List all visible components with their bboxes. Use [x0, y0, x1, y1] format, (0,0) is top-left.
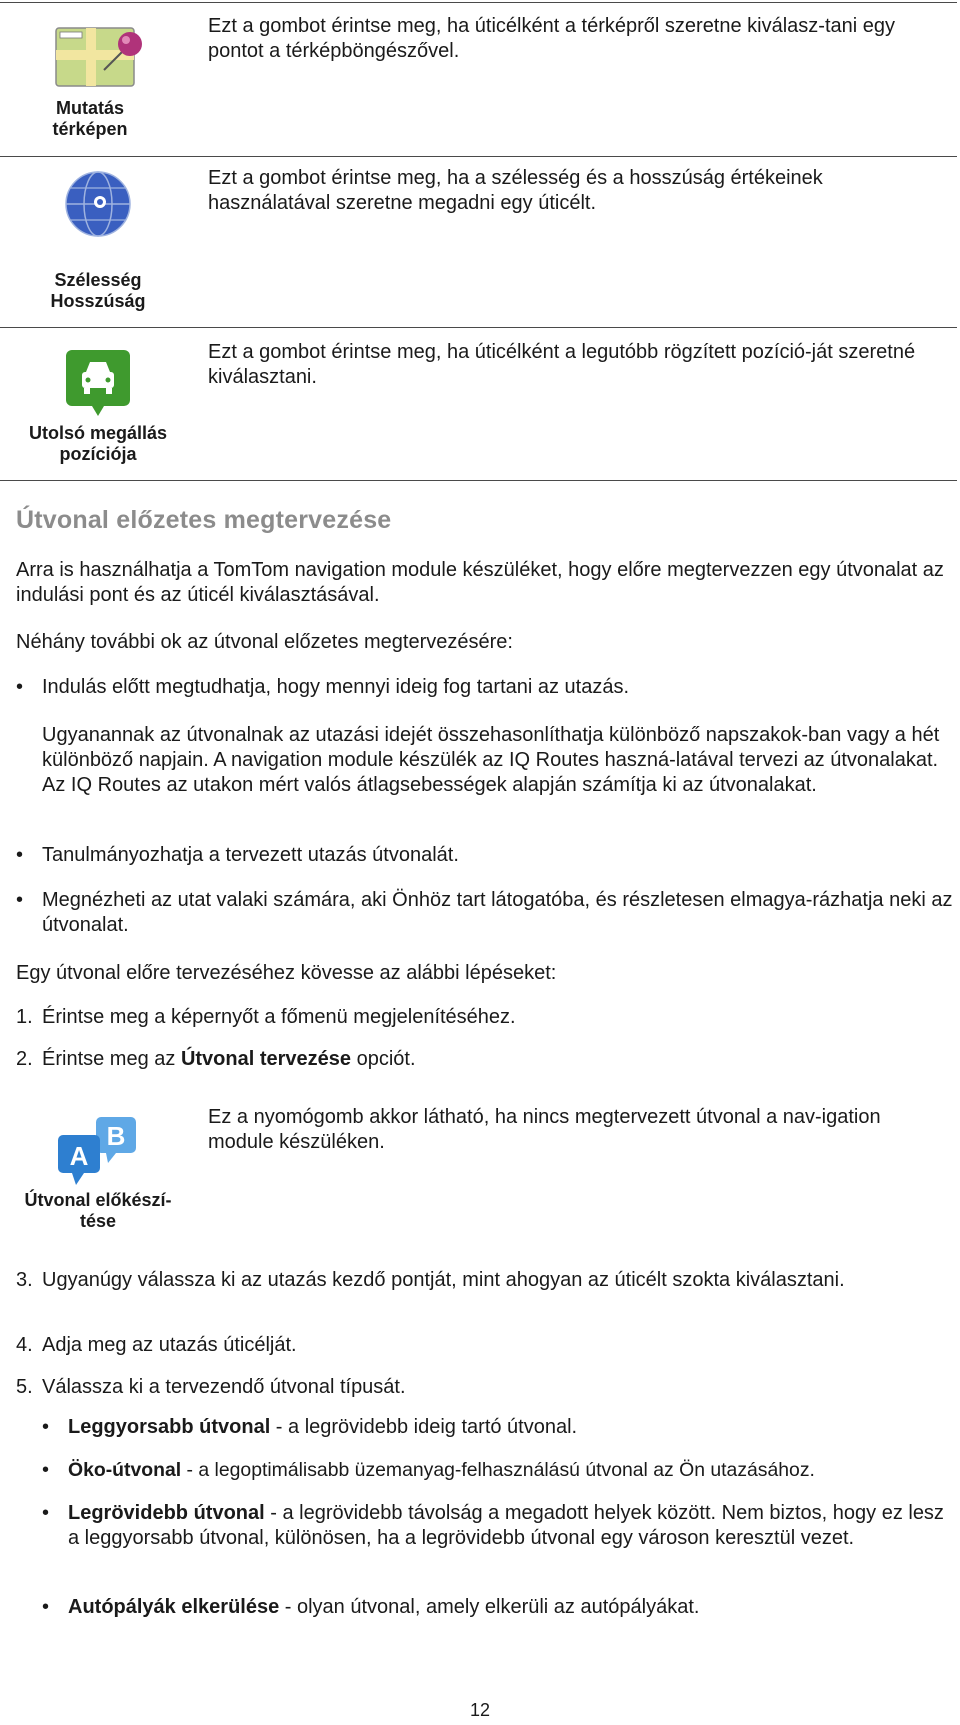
list-item: [16, 723, 956, 798]
route-type-text: [68, 1415, 957, 1440]
list-item: [16, 843, 946, 868]
route-type-item: [42, 1415, 957, 1440]
list-item: [16, 675, 946, 700]
route-type-item: [42, 1595, 957, 1620]
feature-description: Ezt a gombot érintse meg, ha a szélesség és a hosszúság értékeinek használatával szeretne megadni egy úticélt.: [208, 167, 823, 214]
map-pin-icon: [52, 22, 147, 92]
divider: [0, 2, 957, 3]
intro-paragraph: Arra is használhatja a TomTom navigation module készüléket, hogy előre megtervezzen egy útvonalat az indulási pont és az úticél kiválasztásával.: [16, 559, 944, 606]
route-type-desc: - a legrövidebb távolság a megadott helyek között. Nem biztos, hogy ez lesz a leggyorsabb útvonal, különösen, ha a legrövidebb útvonal egy városon keresztül vezet.: [68, 1502, 944, 1549]
globe-icon: [62, 168, 134, 240]
feature-label-last-stop: [8, 423, 188, 465]
route-type-name: Autópályák elkerülése: [68, 1596, 280, 1618]
page-number: 12: [469, 1700, 491, 1720]
step-item: [16, 1005, 956, 1030]
label-line: Mutatás: [55, 98, 124, 118]
bullet-dot: •: [42, 1596, 50, 1618]
step-item: [16, 1333, 956, 1358]
ab-route-icon: [56, 1115, 146, 1187]
feature-description: Ezt a gombot érintse meg, ha úticélként a legutóbb rögzített pozíció-ját szeretné kiválasztani.: [208, 341, 916, 388]
step-number: 1.: [16, 1006, 33, 1028]
step-text: Érintse meg a képernyőt a főmenü megjelenítéséhez.: [42, 1006, 516, 1028]
svg-text:B: B: [106, 1121, 126, 1151]
label-line: térképen: [52, 119, 128, 139]
step-number: 4.: [16, 1334, 33, 1356]
route-type-name: Leggyorsabb útvonal: [68, 1416, 271, 1438]
bullet-dot: •: [42, 1416, 50, 1438]
reasons-intro: Néhány további ok az útvonal előzetes megtervezésére:: [16, 631, 513, 653]
step-text-part: opciót.: [351, 1048, 416, 1070]
route-type-desc: - a legrövidebb ideig tartó útvonal.: [270, 1416, 578, 1438]
section-heading: Útvonal előzetes megtervezése: [16, 506, 392, 534]
step-number: 2.: [16, 1048, 33, 1070]
bullet-dot: •: [42, 1459, 50, 1481]
label-line: Szélesség: [54, 270, 142, 290]
divider: [0, 156, 957, 157]
route-type-text: [68, 1458, 957, 1483]
label-line: pozíciója: [59, 444, 137, 464]
step-text: Ugyanúgy válassza ki az utazás kezdő pontját, mint ahogyan az úticélt szokta kiválasztani.: [42, 1269, 845, 1291]
route-type-name: Legrövidebb útvonal: [68, 1502, 265, 1524]
svg-text:A: A: [69, 1141, 89, 1171]
route-type-desc: - olyan útvonal, amely elkerüli az autópályákat.: [279, 1596, 700, 1618]
feature-label-map: [0, 98, 180, 140]
step-number: 3.: [16, 1269, 33, 1291]
bullet-dot: •: [16, 889, 24, 911]
label-line: Útvonal előkészí-: [24, 1190, 172, 1210]
bullet-dot: •: [16, 844, 24, 866]
route-type-text: [68, 1501, 957, 1551]
plan-route-description: Ez a nyomógomb akkor látható, ha nincs megtervezett útvonal a nav-igation module készüléken.: [208, 1106, 881, 1153]
label-line: Hosszúság: [50, 291, 146, 311]
label-line: Utolsó megállás: [28, 423, 168, 443]
divider: [0, 327, 957, 328]
divider: [0, 480, 957, 481]
step-item: [16, 1047, 956, 1072]
route-type-desc: - a legoptimálisabb üzemanyag-felhasználású útvonal az Ön utazásához.: [181, 1459, 815, 1481]
bullet-dot: •: [42, 1502, 50, 1524]
list-item-text: Indulás előtt megtudhatja, hogy mennyi ideig fog tartani az utazás.: [42, 676, 630, 698]
step-item: [16, 1375, 956, 1400]
step-text: Adja meg az utazás úticélját.: [42, 1334, 297, 1356]
route-type-item: [42, 1458, 957, 1483]
step-bold-option: Útvonal tervezése: [180, 1048, 352, 1070]
step-item: [16, 1268, 956, 1293]
list-item-text: Tanulmányozhatja a tervezett utazás útvonalát.: [42, 844, 459, 866]
list-item: [16, 888, 956, 938]
route-type-item: [42, 1501, 957, 1551]
feature-description: Ezt a gombot érintse meg, ha úticélként a térképről szeretne kiválasz-tani egy pontot a térképböngészővel.: [208, 15, 896, 62]
steps-intro: Egy útvonal előre tervezéséhez kövesse az alábbi lépéseket:: [16, 962, 557, 984]
list-item-text: Ugyanannak az útvonalnak az utazási idejét összehasonlíthatja különböző napszakok-ban vagy a hét különböző napjain. A navigation module készülék az IQ Routes haszná-latával tervezi az útvonalakat. Az IQ Routes az utakon mért valós átlagsebességek alapján számítja ki az útvonalakat.: [42, 724, 940, 796]
bullet-dot: •: [16, 676, 24, 698]
step-number: 5.: [16, 1376, 33, 1398]
route-type-name: Öko-útvonal: [68, 1459, 182, 1481]
step-text: [42, 1047, 956, 1072]
feature-label-latlong: [8, 270, 188, 312]
label-line: tése: [79, 1211, 117, 1231]
step-text: Válassza ki a tervezendő útvonal típusát.: [42, 1376, 406, 1398]
route-type-text: [68, 1595, 957, 1620]
list-item-text: Megnézheti az utat valaki számára, aki Önhöz tart látogatóba, és részletesen elmagya-rázhatja neki az útvonalat.: [42, 889, 953, 936]
plan-route-button-label: [8, 1190, 188, 1232]
step-text-part: Érintse meg az: [42, 1048, 181, 1070]
car-pin-icon: [64, 348, 134, 418]
